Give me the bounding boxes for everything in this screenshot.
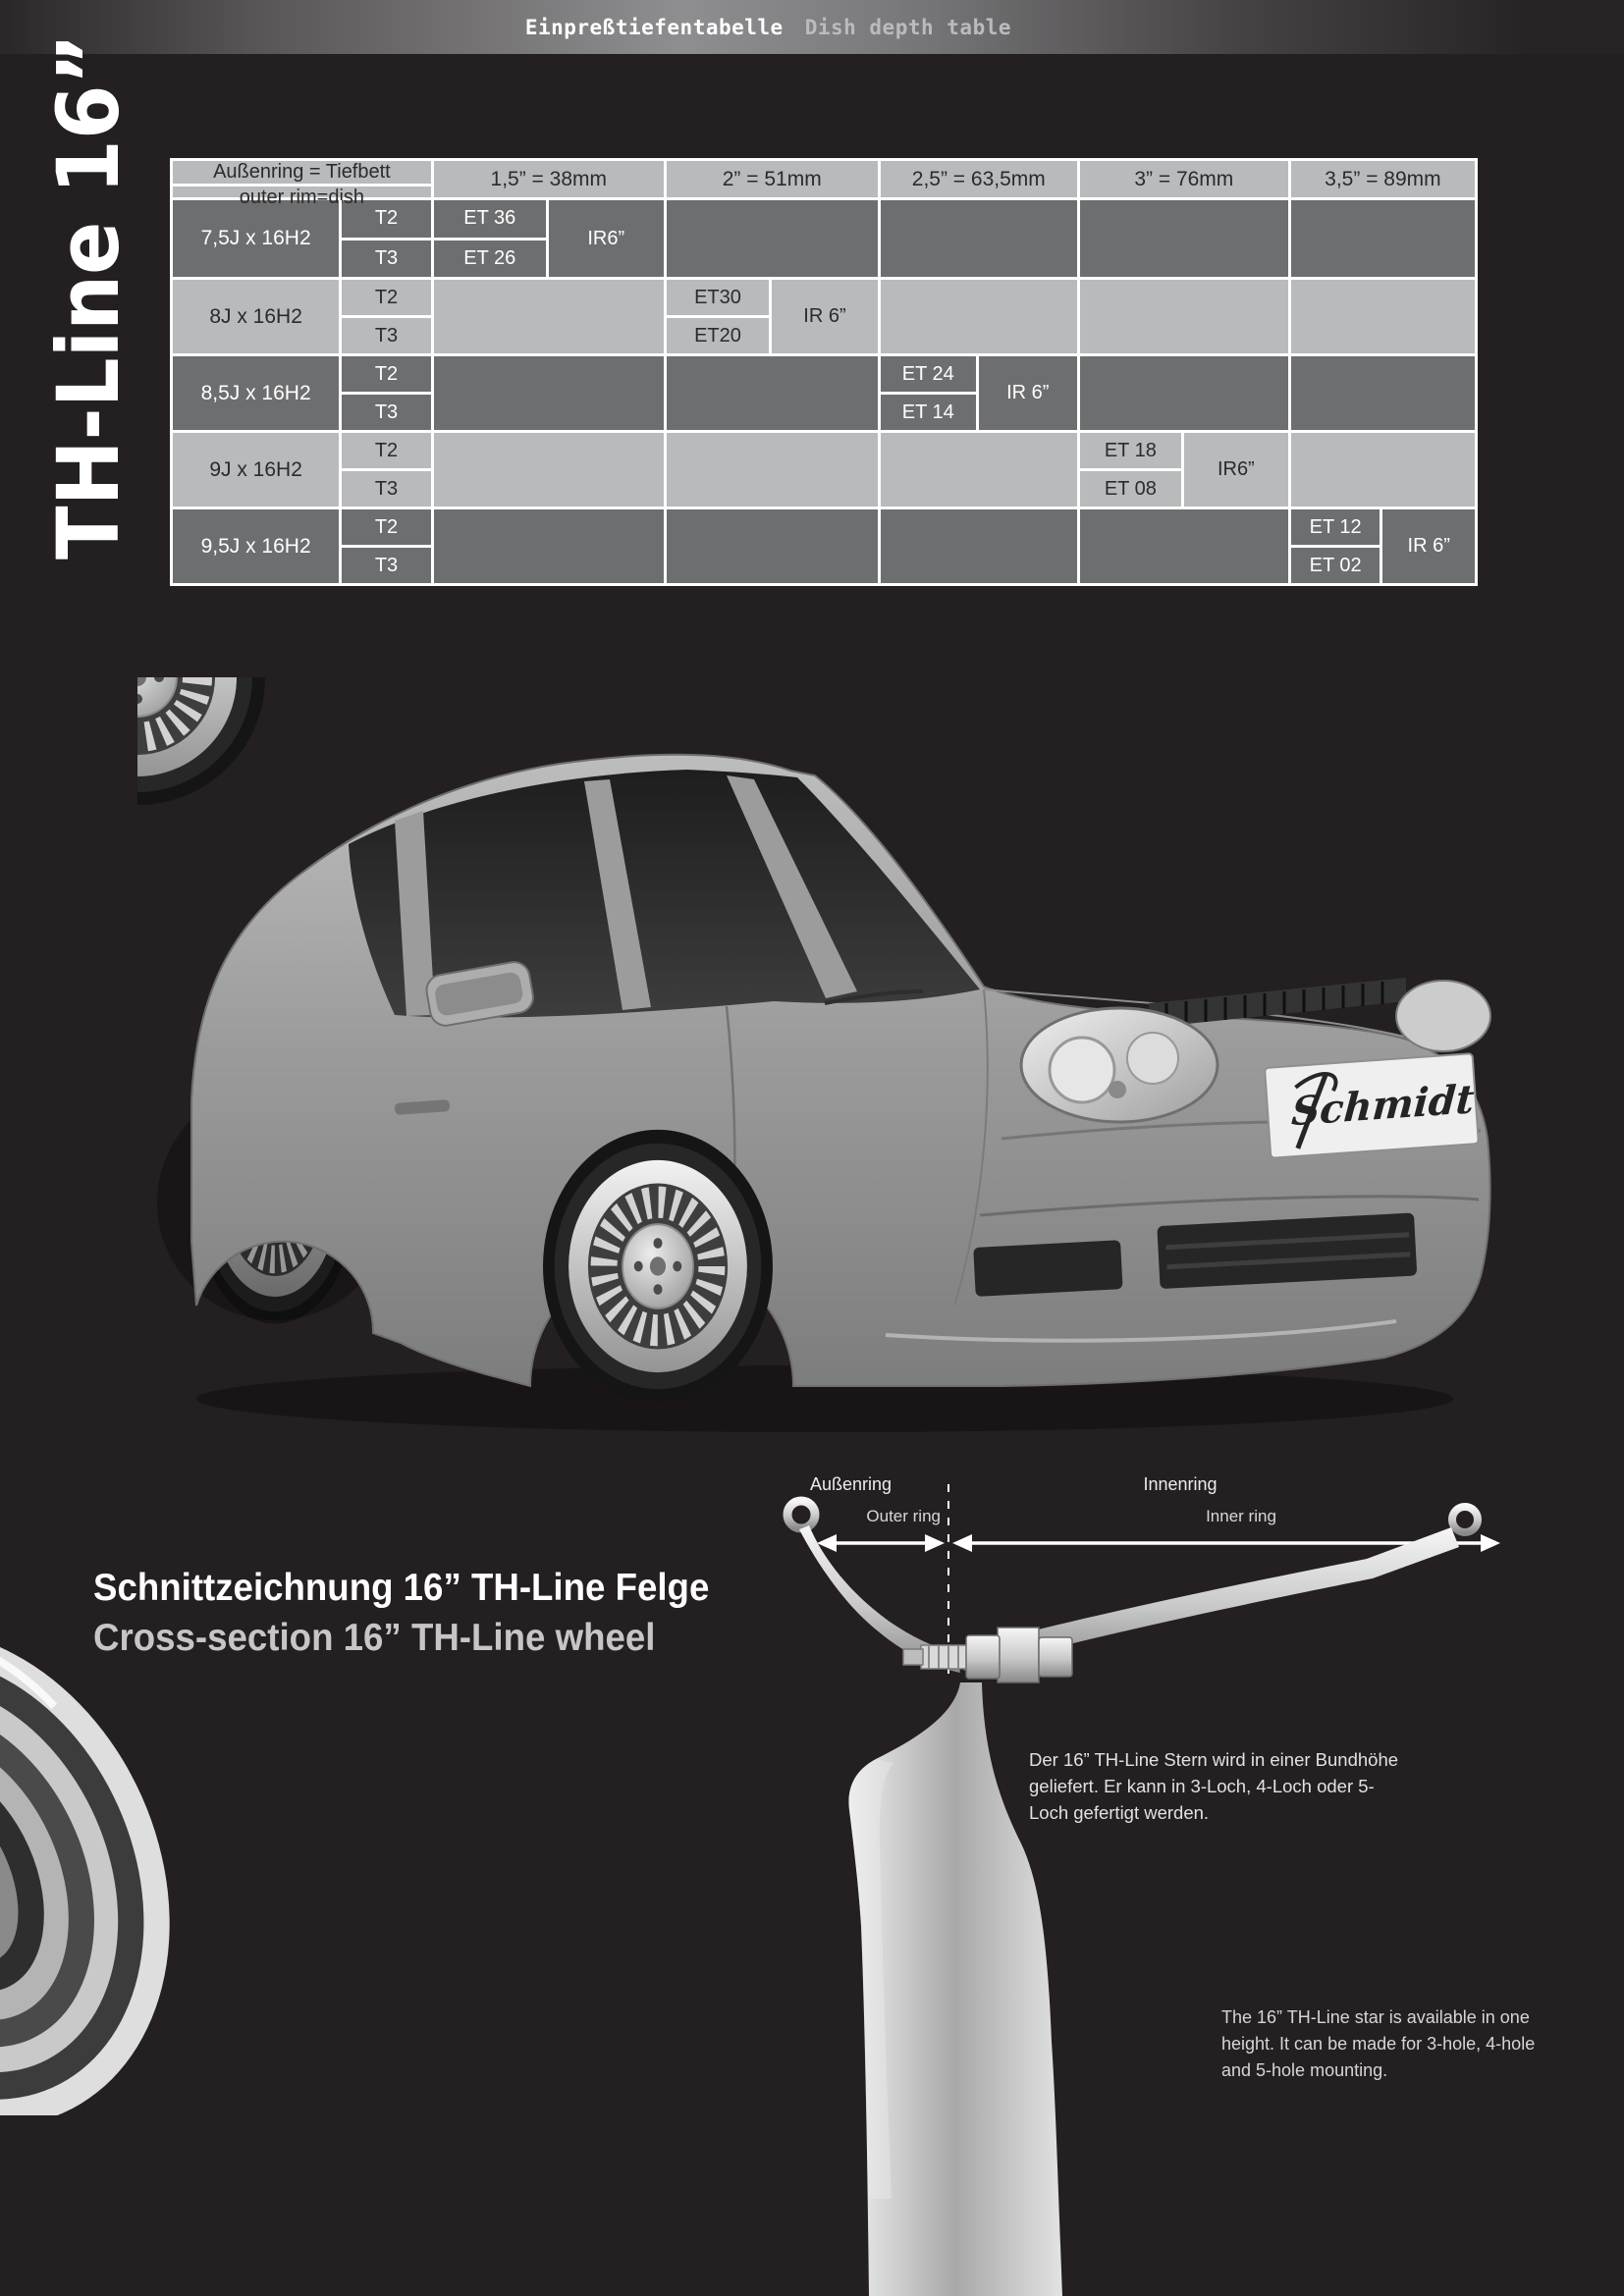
table-column-header: 1,5” = 38mm (434, 161, 667, 197)
empty-cell (667, 200, 881, 277)
outer-ring-label-de: Außenring (810, 1474, 893, 1494)
empty-cell (1080, 356, 1291, 430)
inner-lip-curl (1452, 1507, 1478, 1532)
headlight-right (1396, 981, 1490, 1051)
section-heading-german: Schnittzeichnung 16” TH-Line Felge (93, 1567, 710, 1609)
empty-cell (1080, 200, 1291, 277)
et-value-t2: ET 24 (881, 356, 976, 395)
empty-cell (881, 280, 1080, 353)
et-value-t3: ET20 (694, 324, 741, 347)
headlight-left (1021, 1008, 1218, 1122)
tier-t3-cell: T3 (374, 324, 399, 347)
table-column-header: 3” = 76mm (1080, 161, 1291, 197)
inner-ring-label-de: Innenring (1143, 1474, 1218, 1494)
ir-value: IR 6” (1006, 382, 1050, 403)
size-cell: 8,5J x 16H2 (173, 356, 342, 430)
tier-t2-cell: T2 (342, 280, 431, 318)
section-heading (93, 1563, 709, 1663)
et-value-t3: ET 26 (463, 246, 516, 269)
et-value-t2: ET 36 (434, 200, 546, 240)
empty-cell (1080, 509, 1291, 583)
outer-ring-label-en: Outer ring (866, 1507, 941, 1525)
tier-t3-cell: T3 (374, 554, 399, 576)
et-value-t2: ET 12 (1291, 509, 1380, 548)
ir-value: IR 6” (803, 305, 846, 327)
et-value-t2: ET30 (667, 280, 770, 318)
note-german (1029, 1746, 1441, 1826)
size-cell: 9J x 16H2 (173, 433, 342, 507)
header-title-english: Dish depth table (804, 15, 1011, 39)
side-title: TH-Line 16” (39, 32, 138, 560)
tier-column (342, 200, 434, 277)
empty-cell (667, 433, 881, 507)
table-column-header: 2,5” = 63,5mm (881, 161, 1080, 197)
empty-cell (434, 356, 667, 430)
et-stack (1291, 509, 1383, 583)
front-wheel (543, 1130, 773, 1403)
empty-cell (1080, 280, 1291, 353)
ir-value: IR6” (587, 227, 625, 249)
table-row (173, 430, 1475, 507)
tier-t3-cell: T3 (374, 400, 399, 423)
empty-cell (881, 509, 1080, 583)
active-dish-cell (881, 356, 1080, 430)
et-value-t3: ET 14 (901, 400, 954, 423)
empty-cell (1291, 200, 1475, 277)
table-column-header: 3,5” = 89mm (1291, 161, 1475, 197)
empty-cell (434, 433, 667, 507)
header-title-german: Einpreßtiefentabelle (524, 15, 784, 39)
plate-text: Schmidt (1289, 1076, 1476, 1136)
empty-cell (881, 200, 1080, 277)
empty-cell (1291, 356, 1475, 430)
table-row (173, 507, 1475, 583)
note-english-line: height. It can be made for 3-hole, 4-hole (1221, 2034, 1536, 2054)
tier-t3-cell: T3 (374, 477, 399, 500)
dish-depth-table (170, 158, 1478, 586)
note-german-line: Loch gefertigt werden. (1029, 1802, 1210, 1823)
tier-column (342, 280, 434, 353)
active-dish-cell (434, 200, 667, 277)
active-dish-cell (1291, 509, 1475, 583)
table-row (173, 277, 1475, 353)
empty-cell (881, 433, 1080, 507)
table-header-row (173, 161, 1475, 208)
et-value-t2: ET 18 (1080, 433, 1181, 471)
note-english (1221, 2004, 1614, 2084)
empty-cell (1291, 280, 1475, 353)
tier-column (342, 509, 434, 583)
et-value-t3: ET 08 (1104, 477, 1157, 500)
size-cell: 8J x 16H2 (173, 280, 342, 353)
tier-t2-cell: T2 (342, 200, 431, 240)
ir-value: IR6” (1217, 458, 1255, 480)
table-row (173, 353, 1475, 430)
empty-cell (1291, 433, 1475, 507)
et-value-t3: ET 02 (1309, 554, 1362, 576)
tier-column (342, 356, 434, 430)
tier-t2-cell: T2 (342, 356, 431, 395)
et-stack (1080, 433, 1184, 507)
size-cell: 9,5J x 16H2 (173, 509, 342, 583)
note-german-line: geliefert. Er kann in 3-Loch, 4-Loch oder 5- (1029, 1776, 1375, 1796)
note-german-line: Der 16” TH-Line Stern wird in einer Bundhöhe (1029, 1749, 1399, 1770)
et-stack (667, 280, 773, 353)
note-english-line: and 5-hole mounting. (1221, 2060, 1388, 2080)
license-plate (1265, 1053, 1481, 1158)
tier-t2-cell: T2 (342, 433, 431, 471)
active-dish-cell (1080, 433, 1291, 507)
grille (1149, 978, 1406, 1028)
section-heading-english: Cross-section 16” TH-Line wheel (93, 1617, 656, 1659)
ir-value: IR 6” (1407, 535, 1450, 557)
table-column-header: 2” = 51mm (667, 161, 881, 197)
tier-column (342, 433, 434, 507)
header-bar (0, 0, 1624, 54)
et-stack (434, 200, 549, 277)
note-english-line: The 16” TH-Line star is available in one (1221, 2007, 1530, 2027)
tier-t3-cell: T3 (374, 246, 399, 269)
table-row (173, 200, 1475, 277)
cross-section-diagram (756, 1433, 1532, 2296)
tier-t2-cell: T2 (342, 509, 431, 548)
et-stack (881, 356, 979, 430)
outer-lip-curl (787, 1501, 815, 1528)
car-photo (137, 677, 1512, 1443)
empty-cell (434, 509, 667, 583)
inner-ring-label-en: Inner ring (1206, 1507, 1276, 1525)
table-corner-line-de: Außenring = Tiefbett (173, 161, 431, 187)
empty-cell (667, 356, 881, 430)
active-dish-cell (667, 280, 881, 353)
table-corner-cell (173, 161, 434, 208)
empty-cell (667, 509, 881, 583)
table-corner-line-en: outer rim=dish (239, 187, 365, 208)
size-cell: 7,5J x 16H2 (173, 200, 342, 277)
empty-cell (434, 280, 667, 353)
